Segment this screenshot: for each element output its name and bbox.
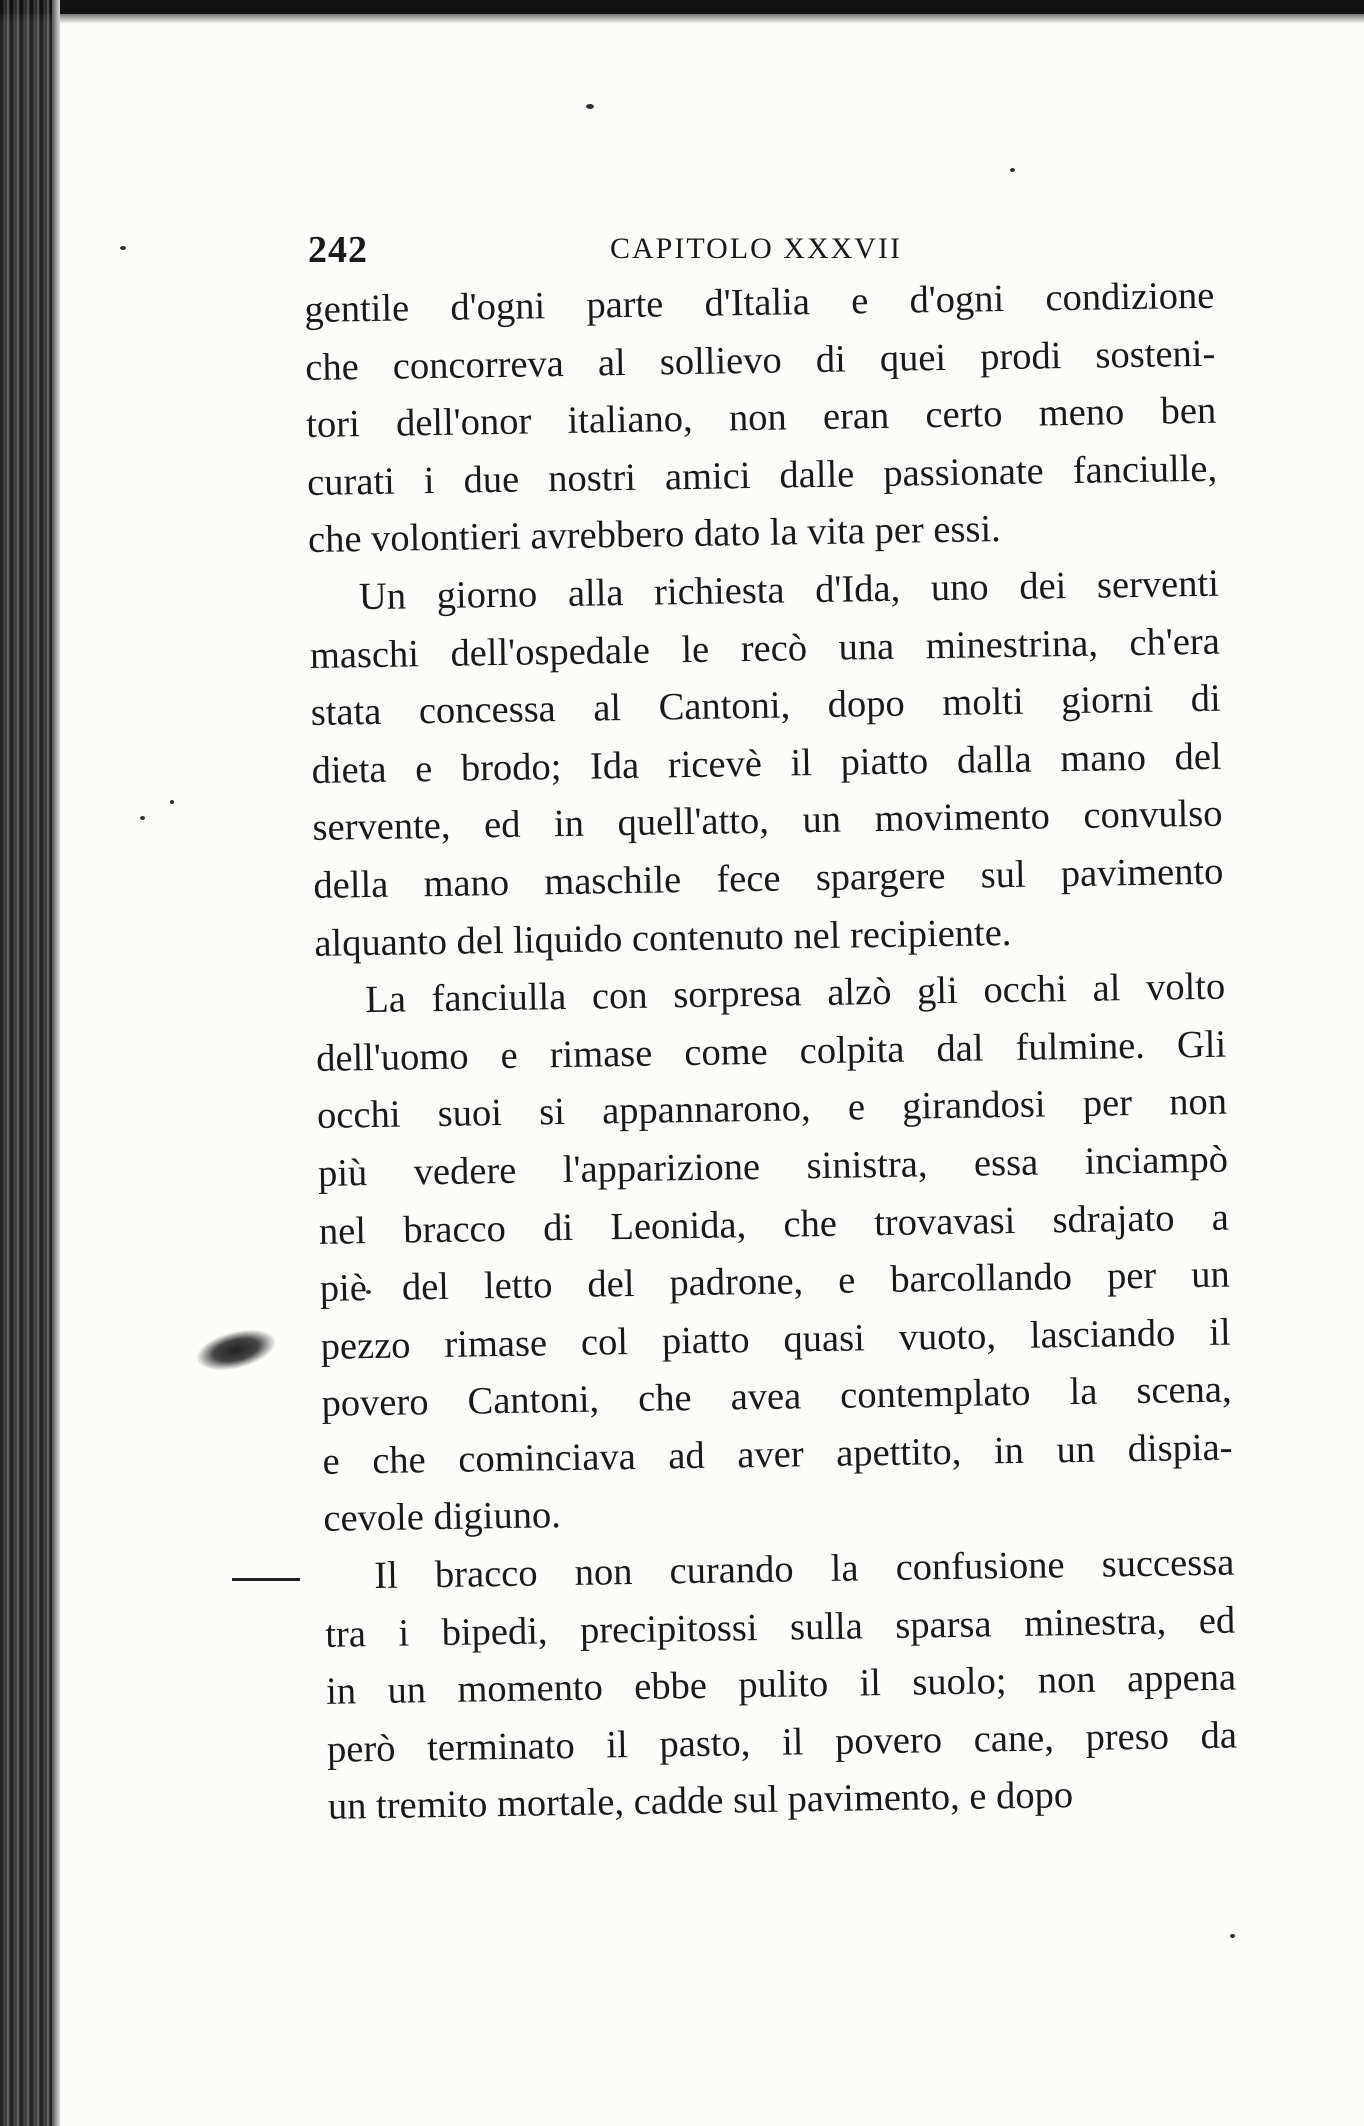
text-line: dell'uomo e rimase come colpita dal fulmine. Gli bbox=[315, 1023, 1227, 1080]
paragraph bbox=[315, 958, 1284, 1549]
text-line: povero Cantoni, che avea contemplato la scena, bbox=[321, 1368, 1232, 1426]
text-line: dieta e brodo; Ida ricevè il piatto dalla mano del bbox=[311, 735, 1222, 792]
scan-speck bbox=[140, 816, 145, 820]
text-line: tori dell'onor italiano, non eran certo meno ben bbox=[305, 389, 1217, 447]
paragraph bbox=[309, 555, 1275, 973]
text-line: gentile d'ogni parte d'Italia e d'ogni condizione bbox=[304, 274, 1215, 331]
text-line: pezzo rimase col piatto quasi vuoto, lasciando il bbox=[320, 1311, 1231, 1368]
paragraph bbox=[304, 267, 1268, 570]
text-line: maschi dell'ospedale le recò una minestrina, ch'era bbox=[309, 620, 1221, 677]
body-text bbox=[304, 267, 1288, 1837]
text-line: Un giorno alla richiesta d'Ida, uno dei serventi bbox=[358, 562, 1220, 619]
binding-shadow bbox=[52, 0, 60, 2126]
margin-dash-mark bbox=[232, 1578, 300, 1581]
paragraph bbox=[324, 1534, 1288, 1837]
text-line: piè del letto del padrone, e barcollando per un bbox=[319, 1253, 1231, 1310]
text-line: però terminato il pasto, il povero cane, preso da bbox=[326, 1714, 1238, 1771]
text-line: più vedere l'apparizione sinistra, essa inciampò bbox=[317, 1138, 1229, 1195]
ink-smudge bbox=[193, 1323, 279, 1377]
page-number: 242 bbox=[308, 229, 368, 271]
text-line: della mano maschile fece spargere sul pavimento bbox=[313, 850, 1224, 907]
scan-speck bbox=[170, 800, 174, 804]
scan-top-shadow bbox=[0, 14, 1364, 24]
text-line: occhi suoi si appannarono, e girandosi per non bbox=[316, 1080, 1228, 1138]
text-line: che concorreva al sollievo di quei prodi sosteni- bbox=[305, 332, 1216, 389]
text-line: e che cominciava ad aver apettito, in un dispia- bbox=[322, 1426, 1233, 1483]
text-line: in un momento ebbe pulito il suolo; non appena bbox=[325, 1656, 1237, 1714]
text-line: La fanciulla con sorpresa alzò gli occhi al volto bbox=[364, 965, 1226, 1022]
text-line: curati i due nostri amici dalle passionate fanciulle, bbox=[306, 447, 1218, 504]
text-line: Il bracco non curando la confusione successa bbox=[374, 1541, 1235, 1598]
text-line: stata concessa al Cantoni, dopo molti giorni di bbox=[310, 677, 1221, 735]
scan-speck bbox=[1010, 168, 1015, 172]
book-binding-edge bbox=[0, 0, 52, 2126]
text-line: alquanto del liquido contenuto nel recipiente. bbox=[314, 911, 1012, 965]
chapter-title: CAPITOLO XXXVII bbox=[610, 232, 902, 265]
scan-speck bbox=[120, 246, 126, 250]
scan-speck bbox=[586, 104, 594, 109]
text-line: cevole digiuno. bbox=[323, 1494, 562, 1541]
text-line: tra i bipedi, precipitossi sulla sparsa minestra, ed bbox=[324, 1599, 1236, 1656]
text-line: nel bracco di Leonida, che trovavasi sdrajato a bbox=[318, 1196, 1230, 1253]
scan-top-edge bbox=[0, 0, 1364, 14]
text-line: servente, ed in quell'atto, un movimento convulso bbox=[312, 792, 1223, 850]
text-line: che volontieri avrebbero dato la vita per essi. bbox=[307, 508, 1002, 562]
scan-speck bbox=[1230, 1934, 1235, 1938]
text-line: un tremito mortale, cadde sul pavimento, e dopo bbox=[327, 1774, 1074, 1829]
